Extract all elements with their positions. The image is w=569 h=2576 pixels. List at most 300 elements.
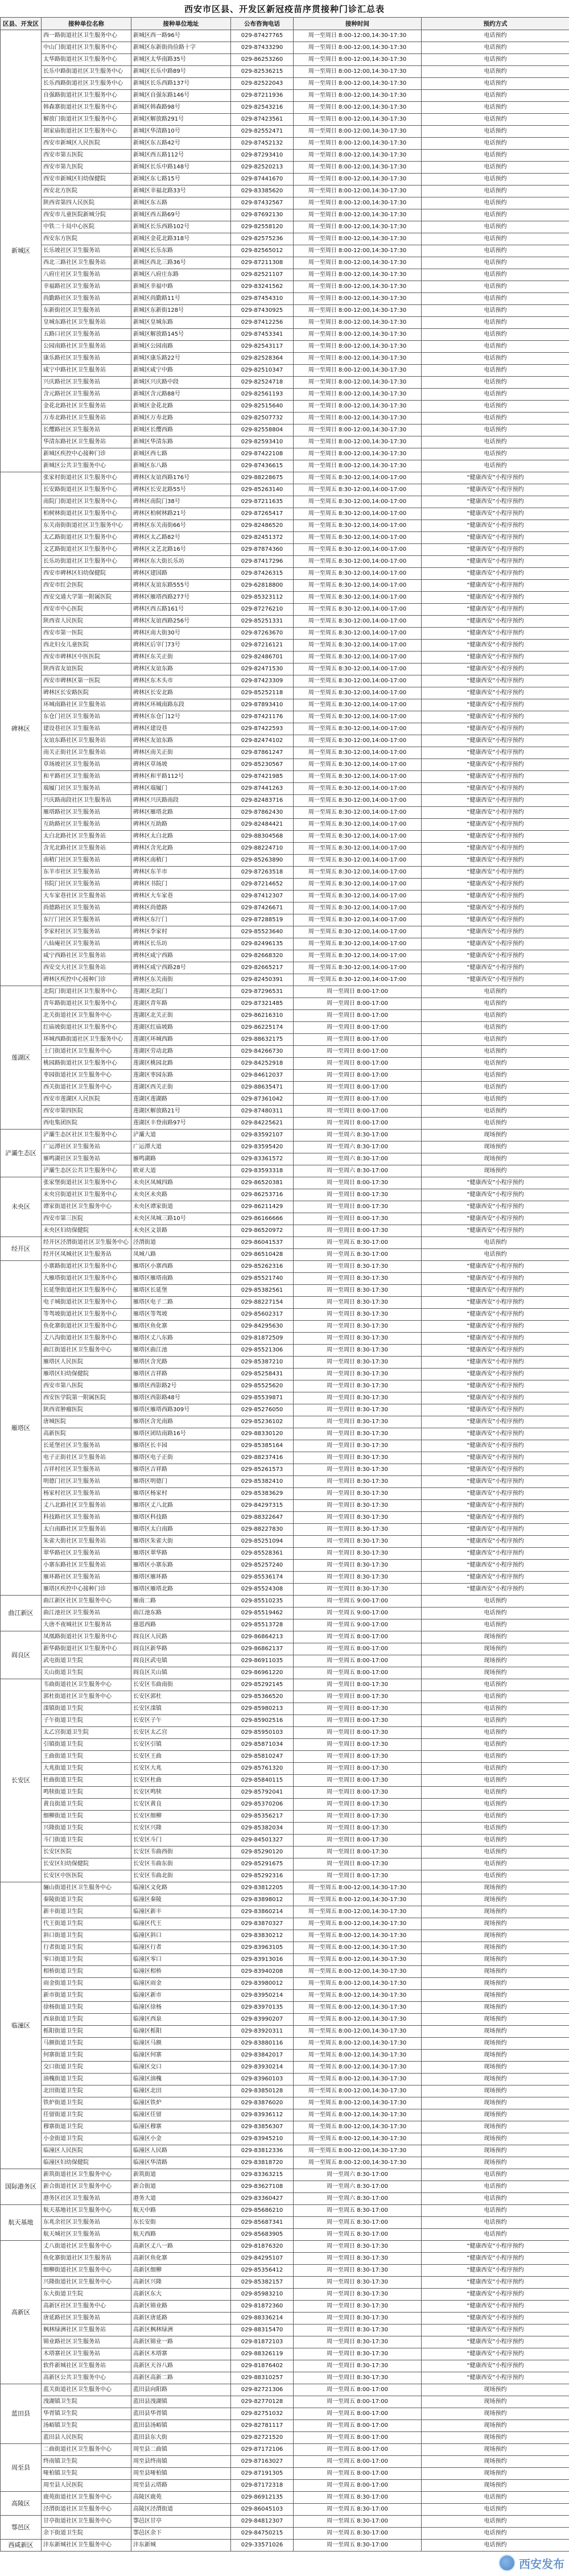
- site-address-cell: 新城区西北三路36号: [131, 257, 231, 269]
- booking-cell: 电话预约: [422, 293, 569, 305]
- table-row: [1, 914, 569, 926]
- site-name-cell: 油槐街道卫生院: [42, 2074, 131, 2085]
- site-address-cell: 新城区西五路69号: [131, 209, 231, 221]
- booking-cell: 现场预约: [422, 1882, 569, 1894]
- site-address-cell: 新城区尚勤路11号: [131, 293, 231, 305]
- hours-cell: 周一至周日 8:00-17:00: [294, 1022, 422, 1034]
- site-name-cell: 锦业路社区卫生服务站: [42, 2336, 131, 2348]
- hours-cell: 周一至周日 8:30-17:30: [294, 2301, 422, 2313]
- booking-cell: “健康西安”小程序预约: [422, 1369, 569, 1380]
- booking-cell: 电话预约: [422, 126, 569, 138]
- booking-cell: 现场预约: [422, 2480, 569, 2492]
- booking-cell: 电话预约: [422, 305, 569, 317]
- site-address-cell: 阎良区武屯镇: [131, 1655, 231, 1667]
- site-address-cell: 未央区谭家街道: [131, 1201, 231, 1213]
- table-row: [1, 2241, 569, 2253]
- site-name-cell: 碑林区疾控中心接种门诊: [42, 974, 131, 986]
- site-name-cell: 丈八沟街道社区卫生服务中心: [42, 1333, 131, 1345]
- booking-cell: 电话预约: [422, 1799, 569, 1811]
- site-address-cell: 碑林区雁塔北路: [131, 807, 231, 819]
- table-row: [1, 1213, 569, 1225]
- vaccination-sites-table: [0, 17, 569, 2552]
- site-name-cell: 丈八北路社区卫生服务站: [42, 1500, 131, 1512]
- table-row: [1, 2253, 569, 2265]
- site-name-cell: 康乐路社区卫生服务站: [42, 353, 131, 365]
- phone-cell: 029-88330120: [231, 1428, 294, 1440]
- site-address-cell: 东长安街: [131, 2217, 231, 2229]
- booking-cell: “健康西安”小程序预约: [422, 2348, 569, 2360]
- phone-cell: 029-82543216: [231, 102, 294, 114]
- table-row: [1, 1715, 569, 1727]
- site-name-cell: 金花北路社区卫生服务站: [42, 401, 131, 413]
- site-address-cell: 碑林区南关正街: [131, 747, 231, 759]
- booking-cell: “健康西安”小程序预约: [422, 1536, 569, 1548]
- table-row: [1, 1763, 569, 1775]
- site-address-cell: 慈恩西路: [131, 1619, 231, 1631]
- hours-cell: 周一至周日 8:00-12:00,14:30-17:30: [294, 317, 422, 329]
- site-address-cell: 临潼区相桥: [131, 1966, 231, 1978]
- hours-cell: 周一至周五 8:30-12:00,14:00-17:00: [294, 544, 422, 556]
- site-address-cell: 雁塔区翠华路: [131, 1548, 231, 1560]
- site-name-cell: 零口街道卫生院: [42, 1954, 131, 1966]
- site-address-cell: 临潼区铁炉: [131, 2097, 231, 2109]
- phone-cell: 029-81872509: [231, 1333, 294, 1345]
- booking-cell: “健康西安”小程序预约: [422, 1321, 569, 1333]
- site-name-cell: 雁塔区疾控中心接种门诊: [42, 1584, 131, 1596]
- booking-cell: 现场预约: [422, 2456, 569, 2468]
- site-address-cell: 阎良区新华路: [131, 1643, 231, 1655]
- site-name-cell: 细柳街道社区卫生服务中心: [42, 2265, 131, 2277]
- booking-cell: 现场预约: [422, 1978, 569, 1990]
- phone-cell: 029-87191305: [231, 2468, 294, 2480]
- hours-cell: 周一至周日 8:00-17:30: [294, 1823, 422, 1835]
- booking-cell: 电话预约: [422, 1751, 569, 1763]
- booking-cell: 电话预约: [422, 2504, 569, 2516]
- booking-cell: “健康西安”小程序预约: [422, 2324, 569, 2336]
- table-row: [1, 1428, 569, 1440]
- phone-cell: 029-88310257: [231, 2372, 294, 2384]
- booking-cell: “健康西安”小程序预约: [422, 950, 569, 962]
- site-name-cell: 华胥镇卫生院: [42, 2408, 131, 2420]
- hours-cell: 周一至周日 8:30-17:30: [294, 2372, 422, 2384]
- site-address-cell: 碑林区友谊西路256号: [131, 616, 231, 628]
- site-name-cell: 太乙宫街道卫生院: [42, 1727, 131, 1739]
- hours-cell: 周一至周五 8:30-12:00,14:00-17:00: [294, 699, 422, 711]
- table-row: [1, 1799, 569, 1811]
- site-name-cell: 东大街道卫生院: [42, 2289, 131, 2301]
- hours-cell: 周一至周日 8:00-12:00,14:30-17:30: [294, 102, 422, 114]
- hours-cell: 周一至周五 8:00-17:00: [294, 2456, 422, 2468]
- hours-cell: 周一至周五 8:00-12:00,14:30-17:30: [294, 1918, 422, 1930]
- header-district: 区县、开发区: [1, 18, 42, 30]
- booking-cell: 电话预约: [422, 1715, 569, 1727]
- hours-cell: 周一至周日 8:00-12:00,14:30-17:30: [294, 257, 422, 269]
- phone-cell: 029-87421985: [231, 771, 294, 783]
- site-address-cell: 碑林区东大街长乐坊: [131, 556, 231, 568]
- site-address-cell: 碑林区南院门38号: [131, 496, 231, 508]
- hours-cell: 周一至周五 8:30-12:00,14:00-17:00: [294, 687, 422, 699]
- header-site-address: 接种单位地址: [131, 18, 231, 30]
- booking-cell: 电话预约: [422, 1858, 569, 1870]
- site-address-cell: 临潼区西泉: [131, 2014, 231, 2026]
- site-name-cell: 杨家村社区卫生服务站: [42, 1488, 131, 1500]
- site-name-cell: 翠华路社区卫生服务站: [42, 1548, 131, 1560]
- site-address-cell: 雁塔区雁塔北路: [131, 1584, 231, 1596]
- phone-cell: 029-85761320: [231, 1763, 294, 1775]
- site-name-cell: 引镇街道卫生院: [42, 1739, 131, 1751]
- hours-cell: 周一至周五 8:00-12:00,14:30-17:30: [294, 2062, 422, 2074]
- site-name-cell: 临潼区妇幼保健院: [42, 2157, 131, 2169]
- hours-cell: 周一至周日 8:30-17:30: [294, 2313, 422, 2324]
- phone-cell: 029-82751032: [231, 2408, 294, 2420]
- table-row: [1, 2133, 569, 2145]
- hours-cell: 周一至周五 8:30-12:00,14:00-17:00: [294, 532, 422, 544]
- site-name-cell: 兴隆街道社区卫生服务中心: [42, 2277, 131, 2289]
- booking-cell: “健康西安”小程序预约: [422, 496, 569, 508]
- phone-cell: 029-85236102: [231, 1416, 294, 1428]
- hours-cell: 周一至周日 8:00-12:00,14:30-17:30: [294, 365, 422, 377]
- site-address-cell: 周至县哑柏镇: [131, 2468, 231, 2480]
- table-row: [1, 293, 569, 305]
- hours-cell: 周一至周五 8:30-12:00,14:00-17:00: [294, 568, 422, 580]
- site-address-cell: 广运潭大道: [131, 1141, 231, 1153]
- hours-cell: 周一至周五 8:30-12:00,14:00-17:00: [294, 914, 422, 926]
- booking-cell: 现场预约: [422, 2444, 569, 2456]
- booking-cell: 现场预约: [422, 1165, 569, 1177]
- hours-cell: 周一至周日 8:00-12:00,14:30-17:30: [294, 448, 422, 460]
- phone-cell: 029-88635471: [231, 1082, 294, 1094]
- site-address-cell: 临潼区新丰: [131, 1906, 231, 1918]
- booking-cell: 电话预约: [422, 114, 569, 126]
- table-row: [1, 1954, 569, 1966]
- hours-cell: 周一至周五 8:30-12:00,14:00-17:00: [294, 843, 422, 855]
- booking-cell: “健康西安”小程序预约: [422, 592, 569, 604]
- site-address-cell: 雁塔区含光路: [131, 1357, 231, 1369]
- booking-cell: “健康西安”小程序预约: [422, 556, 569, 568]
- table-row: [1, 2074, 569, 2085]
- table-body: [1, 30, 569, 2552]
- table-row: [1, 1930, 569, 1942]
- booking-cell: “健康西安”小程序预约: [422, 1189, 569, 1201]
- phone-cell: 029-82507732: [231, 413, 294, 424]
- site-name-cell: 东新街社区卫生服务站: [42, 305, 131, 317]
- phone-cell: 029-87288519: [231, 914, 294, 926]
- booking-cell: 现场预约: [422, 2121, 569, 2133]
- booking-cell: 电话预约: [422, 1106, 569, 1118]
- site-address-cell: 临潼区文化路: [131, 1882, 231, 1894]
- site-address-cell: 高新区枫林绿洲: [131, 2324, 231, 2336]
- hours-cell: 周一至周日 8:00-12:00,14:30-17:30: [294, 78, 422, 90]
- phone-cell: 029-82484421: [231, 819, 294, 831]
- booking-cell: 现场预约: [422, 2014, 569, 2026]
- phone-cell: 029-86253716: [231, 1189, 294, 1201]
- site-address-cell: 新城区解放路291号: [131, 114, 231, 126]
- booking-cell: 电话预约: [422, 448, 569, 460]
- site-address-cell: 临潼区马额: [131, 2038, 231, 2050]
- table-row: [1, 1870, 569, 1882]
- hours-cell: 周一至周五 8:00-12:00,14:30-17:30: [294, 1990, 422, 2002]
- phone-cell: 029-82536215: [231, 66, 294, 78]
- site-name-cell: 枫林绿洲社区卫生服务站: [42, 2324, 131, 2336]
- site-name-cell: 东羊市社区卫生服务站: [42, 867, 131, 879]
- phone-cell: 029-85382561: [231, 1285, 294, 1297]
- site-name-cell: 高新医院: [42, 1428, 131, 1440]
- booking-cell: 电话预约: [422, 162, 569, 174]
- site-address-cell: 临潼区小金: [131, 2133, 231, 2145]
- table-row: [1, 2026, 569, 2038]
- table-row: [1, 197, 569, 209]
- site-address-cell: 雁塔区丈八北路: [131, 1500, 231, 1512]
- hours-cell: 周一至周五 8:00-17:00: [294, 2384, 422, 2396]
- site-address-cell: 新城区西五路112号: [131, 150, 231, 162]
- site-address-cell: 高陵区鹿苑: [131, 2492, 231, 2504]
- hours-cell: 周一至周五 8:30-17:00: [294, 2205, 422, 2217]
- hours-cell: 周一至周日 8:00-12:00,14:30-17:30: [294, 413, 422, 424]
- phone-cell: 029-85276050: [231, 1404, 294, 1416]
- site-name-cell: 太华路街道社区卫生服务中心: [42, 54, 131, 66]
- site-address-cell: 新城区幸福中路: [131, 281, 231, 293]
- table-row: [1, 2301, 569, 2313]
- site-address-cell: 未央区凤城四路: [131, 1177, 231, 1189]
- phone-cell: 029-82451372: [231, 532, 294, 544]
- site-address-cell: 长安区子午: [131, 1715, 231, 1727]
- hours-cell: 周一至周日 8:30-17:30: [294, 1452, 422, 1464]
- phone-cell: 029-83898012: [231, 1894, 294, 1906]
- site-address-cell: 高新区鱼化寨: [131, 2253, 231, 2265]
- hours-cell: 周一至周五 8:30-12:00,14:00-17:00: [294, 711, 422, 723]
- site-name-cell: 幸福路社区卫生服务站: [42, 281, 131, 293]
- hours-cell: 周一至周五 8:30-12:00,14:00-17:00: [294, 592, 422, 604]
- booking-cell: 现场预约: [422, 2408, 569, 2420]
- site-name-cell: 尚德路社区卫生服务站: [42, 902, 131, 914]
- site-name-cell: 临潼区人民医院: [42, 2145, 131, 2157]
- hours-cell: 周一至周五 8:30-17:00: [294, 1237, 422, 1249]
- table-row: [1, 269, 569, 281]
- booking-cell: 电话预约: [422, 1237, 569, 1249]
- hours-cell: 周一至周五 8:00-17:00: [294, 1655, 422, 1667]
- table-row: [1, 1584, 569, 1596]
- site-address-cell: 临潼区油槐: [131, 2074, 231, 2085]
- table-row: [1, 867, 569, 879]
- table-row: [1, 2492, 569, 2504]
- hours-cell: 周一至周日 8:30-17:30: [294, 2324, 422, 2336]
- table-row: [1, 2336, 569, 2348]
- phone-cell: 029-82522043: [231, 78, 294, 90]
- phone-cell: 029-82486520: [231, 520, 294, 532]
- hours-cell: 周一至周五 8:30-17:00: [294, 2492, 422, 2504]
- hours-cell: 周一至周日 8:30-17:30: [294, 2348, 422, 2360]
- site-address-cell: 雁塔区雁塔西路309号: [131, 1404, 231, 1416]
- hours-cell: 周一至周五 8:00-17:00: [294, 2432, 422, 2444]
- site-address-cell: 长安区兴隆: [131, 1823, 231, 1835]
- site-address-cell: 碑林区李家村: [131, 926, 231, 938]
- phone-cell: 029-85263140: [231, 484, 294, 496]
- booking-cell: “健康西安”小程序预约: [422, 532, 569, 544]
- site-address-cell: 新城区长乐东路: [131, 245, 231, 257]
- booking-cell: “健康西安”小程序预约: [422, 1357, 569, 1369]
- hours-cell: 周一至周日 8:30-17:30: [294, 1321, 422, 1333]
- site-address-cell: 临潼区行者: [131, 1942, 231, 1954]
- site-name-cell: 咸宁中路社区卫生服务站: [42, 365, 131, 377]
- table-row: [1, 2193, 569, 2205]
- phone-cell: 029-85686210: [231, 2205, 294, 2217]
- booking-cell: “健康西安”小程序预约: [422, 771, 569, 783]
- site-address-cell: 雁塔区电子二路: [131, 1297, 231, 1309]
- site-address-cell: 新合街道: [131, 2181, 231, 2193]
- hours-cell: 周一至周日 8:00-17:30: [294, 1858, 422, 1870]
- site-address-cell: 临潼区徐杨: [131, 2002, 231, 2014]
- phone-cell: 029-88315470: [231, 2324, 294, 2336]
- district-cell: 浐灞生态区: [1, 1130, 42, 1177]
- phone-cell: 029-87423561: [231, 114, 294, 126]
- site-address-cell: 高新区唐延路: [131, 2313, 231, 2324]
- site-address-cell: 高陵区泾渭街道: [131, 2504, 231, 2516]
- booking-cell: “健康西安”小程序预约: [422, 663, 569, 675]
- phone-cell: 029-88237416: [231, 1452, 294, 1464]
- hours-cell: 周一至周日 8:00-17:30: [294, 1751, 422, 1763]
- hours-cell: 周一至周五 8:00-12:00,14:30-17:30: [294, 2097, 422, 2109]
- phone-cell: 029-87441263: [231, 783, 294, 795]
- hours-cell: 周一至周五 8:00-12:00,14:30-17:30: [294, 2074, 422, 2085]
- site-name-cell: 李家村社区卫生服务站: [42, 926, 131, 938]
- phone-cell: 029-87422108: [231, 448, 294, 460]
- site-address-cell: 新城区长乐中路89号: [131, 66, 231, 78]
- table-row: [1, 1643, 569, 1655]
- table-row: [1, 2121, 569, 2133]
- table-row: [1, 2145, 569, 2157]
- hours-cell: 周一至周五 8:00-12:00,14:30-17:30: [294, 2121, 422, 2133]
- site-address-cell: 长安区鸣犊: [131, 1787, 231, 1799]
- site-name-cell: 未央宫街道社区卫生服务中心: [42, 1189, 131, 1201]
- phone-cell: 029-85356217: [231, 1811, 294, 1823]
- phone-cell: 029-88304568: [231, 831, 294, 843]
- phone-cell: 029-88632175: [231, 1034, 294, 1046]
- site-name-cell: 长乐中路街道社区卫生服务中心: [42, 66, 131, 78]
- site-name-cell: 桃园路街道社区卫生服务中心: [42, 1058, 131, 1070]
- phone-cell: 029-88227830: [231, 1524, 294, 1536]
- booking-cell: 现场预约: [422, 2050, 569, 2062]
- phone-cell: 029-86211429: [231, 1201, 294, 1213]
- booking-cell: 现场预约: [422, 1954, 569, 1966]
- table-row: [1, 628, 569, 640]
- booking-cell: “健康西安”小程序预约: [422, 1380, 569, 1392]
- site-name-cell: 周至县人民医院: [42, 2480, 131, 2492]
- site-address-cell: 莲湖区劳动北路: [131, 1046, 231, 1058]
- table-row: [1, 1297, 569, 1309]
- phone-cell: 029-85382410: [231, 1476, 294, 1488]
- site-name-cell: 长延堡社区卫生服务站: [42, 1440, 131, 1452]
- booking-cell: 电话预约: [422, 1787, 569, 1799]
- table-row: [1, 2528, 569, 2540]
- phone-cell: 029-83595420: [231, 1141, 294, 1153]
- site-address-cell: 碑林区尚德路: [131, 902, 231, 914]
- site-name-cell: 电子正街社区卫生服务站: [42, 1452, 131, 1464]
- hours-cell: 周一至周日 8:30-17:30: [294, 1584, 422, 1596]
- site-address-cell: 碑林区长安北路: [131, 687, 231, 699]
- booking-cell: “健康西安”小程序预约: [422, 2301, 569, 2313]
- hours-cell: 周一至周日 8:30-17:30: [294, 2289, 422, 2301]
- table-row: [1, 819, 569, 831]
- phone-cell: 029-33571026: [231, 2540, 294, 2552]
- site-name-cell: 北院门街道社区卫生服务中心: [42, 986, 131, 998]
- table-row: [1, 1703, 569, 1715]
- site-address-cell: 雁塔区太白南路: [131, 1524, 231, 1536]
- table-row: [1, 78, 569, 90]
- phone-cell: 029-84295630: [231, 1321, 294, 1333]
- table-row: [1, 1153, 569, 1165]
- table-row: [1, 962, 569, 974]
- hours-cell: 周一至周五 8:30-12:00,14:00-17:00: [294, 663, 422, 675]
- booking-cell: “健康西安”小程序预约: [422, 914, 569, 926]
- hours-cell: 周一至周五 8:30-12:00,14:00-17:00: [294, 616, 422, 628]
- phone-cell: 029-87412307: [231, 891, 294, 902]
- phone-cell: 029-84501327: [231, 1835, 294, 1847]
- site-name-cell: 陕西省肿瘤医院: [42, 1404, 131, 1416]
- site-name-cell: 甘亭街道社区卫生服务中心: [42, 2516, 131, 2528]
- table-row: [1, 281, 569, 293]
- site-name-cell: 小寨东路社区卫生服务站: [42, 1560, 131, 1572]
- table-row: [1, 926, 569, 938]
- hours-cell: 周一至周五 8:30-12:00,14:00-17:00: [294, 867, 422, 879]
- table-row: [1, 2062, 569, 2074]
- table-row: [1, 2504, 569, 2516]
- phone-cell: 029-87216121: [231, 640, 294, 652]
- site-address-cell: 高新区丈八一路: [131, 2241, 231, 2253]
- table-row: [1, 2038, 569, 2050]
- booking-cell: “健康西安”小程序预约: [422, 843, 569, 855]
- hours-cell: 周一至周日 8:30-17:30: [294, 1273, 422, 1285]
- site-address-cell: 蓝田县汤峪镇: [131, 2420, 231, 2432]
- table-row: [1, 1990, 569, 2002]
- hours-cell: 周一至周日 8:00-17:30: [294, 1799, 422, 1811]
- booking-cell: 电话预约: [422, 341, 569, 353]
- site-name-cell: 西安市新城区妇幼保健院: [42, 174, 131, 186]
- site-address-cell: 长安区大兆: [131, 1763, 231, 1775]
- site-address-cell: 新城区东五路42号: [131, 138, 231, 150]
- phone-cell: 029-85291675: [231, 1858, 294, 1870]
- booking-cell: “健康西安”小程序预约: [422, 1416, 569, 1428]
- booking-cell: “健康西安”小程序预约: [422, 580, 569, 592]
- hours-cell: 周一至周五 8:00-12:00,14:30-17:30: [294, 2145, 422, 2157]
- booking-cell: “健康西安”小程序预约: [422, 652, 569, 663]
- site-address-cell: 莲湖区红庙坡路: [131, 1022, 231, 1034]
- phone-cell: 029-85683905: [231, 2229, 294, 2241]
- booking-cell: 电话预约: [422, 1034, 569, 1046]
- table-row: [1, 2050, 569, 2062]
- booking-cell: “健康西安”小程序预约: [422, 1512, 569, 1524]
- table-row: [1, 1739, 569, 1751]
- site-address-cell: 碑林区建设巷: [131, 723, 231, 735]
- hours-cell: 周一至周五 8:30-12:00,14:00-17:00: [294, 520, 422, 532]
- table-row: [1, 1823, 569, 1835]
- site-address-cell: 未央区未央路: [131, 1189, 231, 1201]
- site-address-cell: 雁塔区鱼化寨: [131, 1321, 231, 1333]
- site-address-cell: 碑林区东仓门12号: [131, 711, 231, 723]
- site-name-cell: 五路口社区卫生服务站: [42, 329, 131, 341]
- site-name-cell: 万寿北路社区卫生服务站: [42, 413, 131, 424]
- table-row: [1, 1811, 569, 1823]
- phone-cell: 029-82781117: [231, 2420, 294, 2432]
- booking-cell: “健康西安”小程序预约: [422, 2313, 569, 2324]
- table-row: [1, 54, 569, 66]
- hours-cell: 周一至周日 8:30-17:30: [294, 1512, 422, 1524]
- booking-cell: 电话预约: [422, 1763, 569, 1775]
- phone-cell: 029-83930214: [231, 2062, 294, 2074]
- site-name-cell: 科技路社区卫生服务站: [42, 1512, 131, 1524]
- site-address-cell: 碑林区东木头市: [131, 675, 231, 687]
- hours-cell: 周一至周五 8:30-12:00,14:00-17:00: [294, 891, 422, 902]
- phone-cell: 029-82721520: [231, 2432, 294, 2444]
